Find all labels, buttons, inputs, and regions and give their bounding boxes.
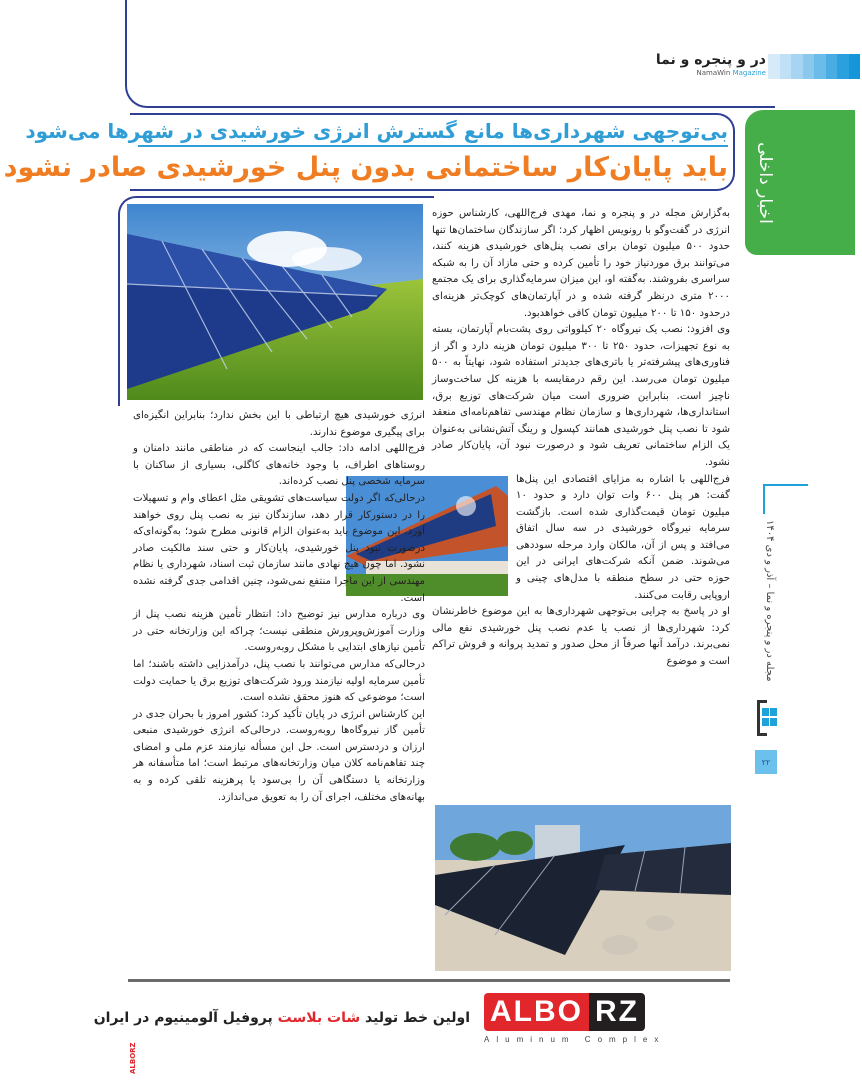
page-number: ۲۲ (755, 750, 777, 774)
flat-roof-array-illustration (435, 805, 731, 971)
logo-en-magazine: Magazine (732, 69, 766, 77)
logo-text-en (640, 69, 766, 78)
logo-bar (849, 54, 861, 79)
paragraph: وی درباره مدارس نیز توضیح داد: انتظار تأمین هزینه نصب پنل از وزارت آموزش‌وپرورش منطقی نیست؛ چراکه این وزارتخانه حتی در تأمین نیازهای ابتدایی با مشکل روبه‌روست. (133, 609, 425, 654)
brand-dark-part: RZ (589, 993, 645, 1031)
solar-farm-illustration (127, 204, 423, 400)
ad-text-start: اولین خط تولید (365, 1010, 470, 1026)
paragraph: وی افزود: نصب یک نیروگاه ۲۰ کیلوواتی روی پشت‌بام آپارتمان، بسته به نوع تجهیزات، حدود ۲۵۰ تا ۳۰۰ میلیون تومان هزینه دارد و اگر از فناوری‌های پیشرفته‌تر یا باتری‌های جدیدتر استفاده شود، نهایتاً به ۵۰۰ میلیون تومان می‌رسد. این رقم درمقایسه با هزینه کل ساخت‌وساز ناچیز است. بنابراین ضروری است میان شرکت‌های توزیع برق، استانداری‌ها، شهرداری‌ها و سازمان نظام مهندسی تفاهم‌نامه‌ای منعقد شود تا نصب پنل خورشیدی همانند کپسول و رینگ آتش‌نشانی به‌عنوان یک الزام ساختمانی تعریف شود و درصورت نبود آن، پایان‌کار صادر نشود. (432, 324, 730, 468)
paragraph: انرژی خورشیدی هیچ ارتباطی با این بخش ندارد؛ بنابراین انگیزه‌ای برای پیگیری موضوع ندارند. (133, 410, 425, 438)
magazine-logo (640, 52, 862, 82)
ad-text-end: پروفیل آلومینیوم در ایران (93, 1010, 273, 1026)
section-label: اخبار داخلی (755, 141, 776, 224)
alborz-logo[interactable] (484, 993, 729, 1053)
paragraph: فرج‌اللهی ادامه داد: جالب اینجاست که در مناطقی مانند دامنان و روستاهای اطراف، با وجود خانه‌های کاگلی، بسیاری از ساکنان با سرمایه شخصی پنل نصب کرده‌اند. (133, 443, 425, 488)
issue-info (763, 520, 783, 720)
brand-red-part: ALBO (484, 993, 589, 1031)
ad-text-highlight: شات بلاست (277, 1010, 361, 1026)
issue-text: مجله در و پنجره و نما – آذر و دی ۱۴۰۴ (764, 520, 775, 682)
section-tab (745, 110, 855, 255)
solar-farm-photo (127, 204, 423, 400)
logo-bar (791, 54, 803, 79)
logo-bar (826, 54, 838, 79)
paragraph: به‌گزارش مجله در و پنجره و نما، مهدی فرج‌اللهی، کارشناس حوزه انرژی در گفت‌وگو با رونویس اظهار کرد: اگر سازندگان ساختمان‌ها تنها حدود ۵۰۰ میلیون تومان برای نصب پنل‌های خورشیدی هزینه کنند، می‌توانند برق موردنیاز خود را تأمین کرده و حتی مازاد آن را به شبکه سراسری بفروشند. به‌گفته او، این میزان سرمایه‌گذاری برای یک مجتمع ۲۰۰۰ متری درنظر گرفته شده و در آپارتمان‌های کوچک‌تر هزینه‌ای درحدود ۱۵۰ تا ۲۰۰ میلیون تومان کافی خواهدبود. (432, 208, 730, 319)
article-right-column (432, 206, 730, 671)
logo-bar (803, 54, 815, 79)
logo-bar (814, 54, 826, 79)
logo-color-bars (768, 54, 860, 79)
article-headline: باید پایان‌کار ساختمانی بدون پنل خورشیدی صادر نشود (3, 152, 728, 183)
article-subtitle: بی‌توجهی شهرداری‌ها مانع گسترش انرژی خورشیدی در شهرها می‌شود (138, 117, 728, 147)
paragraph: فرج‌اللهی با اشاره به مزایای اقتصادی این پنل‌ها گفت: هر پنل ۶۰۰ وات توان دارد و حدود ۱۰ میلیون تومان قیمت‌گذاری شده است. بازگشت سرمایه نیروگاه خورشیدی در سه سال اتفاق می‌افتد و پس از آن، مالکان وارد مرحله سوددهی می‌شوند. ضمن آنکه شرکت‌های ایرانی در این حوزه حتی در سطح منطقه با مدل‌های چینی و اروپایی رقابت می‌کنند. (516, 473, 730, 601)
logo-bar (768, 54, 780, 79)
logo-bar (837, 54, 849, 79)
issue-bracket-top (763, 484, 808, 486)
article-left-column (133, 408, 425, 806)
paragraph: درحالی‌که اگر دولت سیاست‌های تشویقی مثل اعطای وام و تسهیلات را در دستورکار قرار دهد، سازندگان نیز به نصب پنل روی خواهند آورد. این موضوع باید به‌عنوان الزام قانونی مطرح شود؛ به‌گونه‌ای‌که درصورت نبود پنل خورشیدی، پایان‌کار و حتی سند مالکیت صادر نشود. اما چون هیچ نهادی مانند سازمان ثبت اسناد، شهرداری یا نظام مهندسی از این ماجرا منتفع نمی‌شود، چنین اقدامی جدی گرفته نشده است. (133, 492, 425, 604)
logo-text-fa: در و پنجره و نما (655, 52, 766, 68)
bottom-divider (128, 979, 730, 982)
logo-bar (780, 54, 792, 79)
paragraph: او در پاسخ به چرایی بی‌توجهی شهرداری‌ها به این موضوع خاطرنشان کرد: شهرداری‌ها از نصب یا عدم نصب پنل خورشیدی نفع مالی نمی‌برند. درآمد آنها صرفاً از محل صدور و تمدید پروانه و فروش تراکم است و موضوع (432, 606, 730, 668)
brand-subtitle: Aluminum Complex (484, 1035, 666, 1044)
paragraph: درحالی‌که مدارس می‌توانند با نصب پنل، درآمدزایی داشته باشند؛ اما تأمین سرمایه اولیه نیازمند ورود شرکت‌های توزیع برق یا حمایت دولت است؛ موضوعی که هنوز محقق نشده است. (133, 658, 425, 704)
flat-roof-array-photo (435, 805, 731, 971)
window-logo-icon (757, 700, 779, 736)
logo-en-prefix: NamaWin (696, 69, 731, 77)
side-brand-text: ALBORZ (129, 1042, 137, 1074)
issue-bracket-side (763, 484, 765, 514)
paragraph: این کارشناس انرژی در پایان تأکید کرد: کشور امروز با بحران جدی در تأمین گاز نیروگاه‌ها روبه‌روست. درحالی‌که انرژی خورشیدی منبعی ارزان و دردسترس است. حل این مسأله نیازمند عزم ملی و امضای چند تفاهم‌نامه کلان میان وزارتخانه‌های مرتبط است؛ اما متأسفانه هر وزارتخانه یا دستگاهی آن را بی‌سود یا پرهزینه تلقی کرده و به بهانه‌های مختلف، اجرای آن را به تعویق می‌اندازد. (133, 708, 425, 803)
ad-tagline (93, 1010, 470, 1026)
